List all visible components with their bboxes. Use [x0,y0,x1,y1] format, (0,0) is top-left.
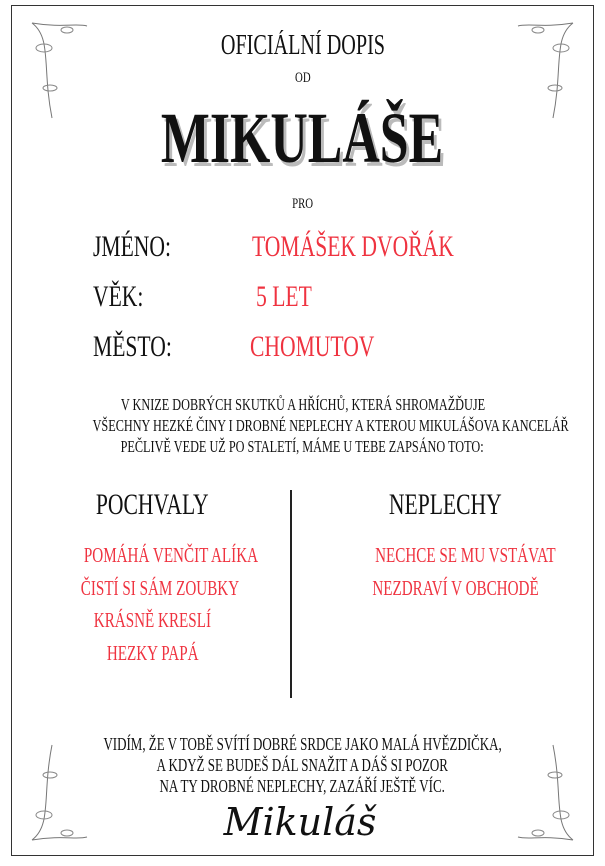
field-label: VĚK: [93,280,144,313]
praise-item: POMÁHÁ VENČIT ALÍKA [83,543,259,567]
mischief-heading: NEPLECHY [388,488,502,521]
sender-name: MIKULÁŠE [161,98,444,178]
field-value: TOMÁŠEK DVOŘÁK [252,230,454,263]
from-label: OD [294,70,311,86]
praise-item: HEZKY PAPÁ [106,641,199,665]
for-label: PRO [291,196,314,212]
mischief-item: NEZDRAVÍ V OBCHODĚ [372,576,539,600]
praise-item: KRÁSNĚ KRESLÍ [93,608,212,632]
column-divider [290,490,292,698]
field-value: 5 LET [256,280,312,313]
letter-title: OFICIÁLNÍ DOPIS [220,30,385,61]
praise-item: ČISTÍ SI SÁM ZOUBKY [80,576,240,600]
field-value: CHOMUTOV [250,330,375,363]
praise-heading: POCHVALY [96,488,209,521]
signature: Mikuláš [223,800,377,844]
mischief-item: NECHCE SE MU VSTÁVAT [375,543,556,567]
field-label: MĚSTO: [93,330,172,363]
field-label: JMÉNO: [93,230,172,263]
